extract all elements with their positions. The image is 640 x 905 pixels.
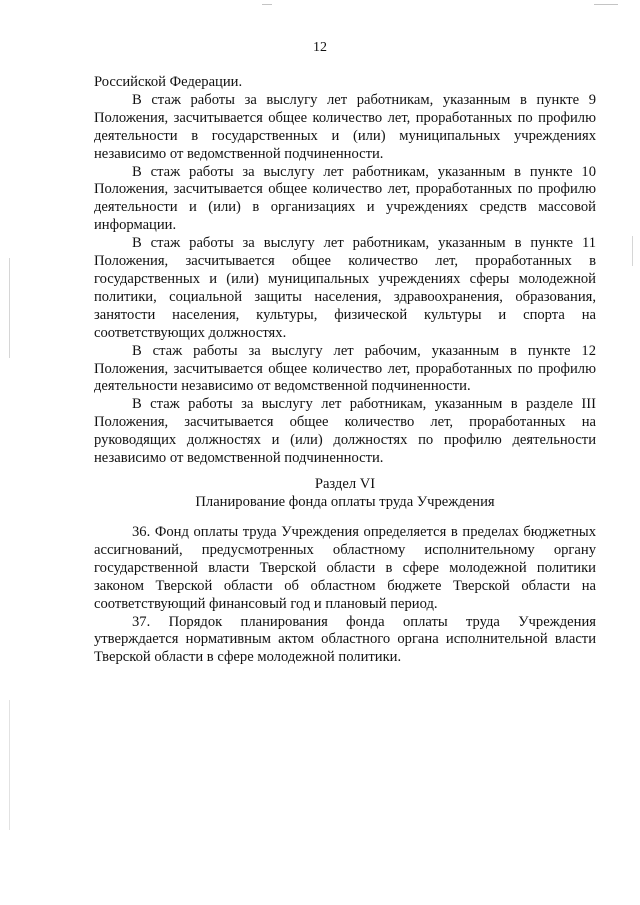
section-number: Раздел VI xyxy=(314,476,376,492)
scan-edge-mark-top-right xyxy=(594,4,618,5)
section-heading xyxy=(94,475,596,511)
scan-edge-mark-left xyxy=(9,258,10,358)
paragraph-item-9: В стаж работы за выслугу лет работникам, указанным в пункте 9 Положения, засчитывается общее количество лет, проработанных по профилю деятельности в государственных и (или) муниципальных учреждениях независимо от ведомственной подчиненности. xyxy=(94,91,596,162)
paragraph-item-11: В стаж работы за выслугу лет работникам, указанным в пункте 11 Положения, засчитывается общее количество лет, проработанных в государственных и (или) муниципальных учреждениях сферы молодежной политики, социальной защиты населения, здравоохранения, образования, занятости населения, культуры, физической культуры и спорта на соответствующих должностях. xyxy=(94,235,596,341)
paragraph-item-10: В стаж работы за выслугу лет работникам, указанным в пункте 10 Положения, засчитывается общее количество лет, проработанных по профилю деятельности и (или) в организациях и учреждениях средств массовой информации. xyxy=(94,163,596,234)
clause-37: 37. Порядок планирования фонда оплаты труда Учреждения утверждается нормативным актом областного органа исполнительной власти Тверской области в сфере молодежной политики. xyxy=(94,613,596,666)
scan-edge-mark-top xyxy=(262,4,272,5)
section-title: Планирование фонда оплаты труда Учреждения xyxy=(195,494,495,510)
paragraph-section-3: В стаж работы за выслугу лет работникам, указанным в разделе III Положения, засчитывается общее количество лет, проработанных на руководящих должностях и (или) должностях по профилю деятельности независимо от ведомственной подчиненности. xyxy=(94,396,596,467)
body-text xyxy=(94,74,596,468)
intro-line: Российской Федерации. xyxy=(94,74,243,90)
clause-36: 36. Фонд оплаты труда Учреждения определяется в пределах бюджетных ассигнований, предусмотренных областному исполнительному органу государственной власти Тверской области в сфере молодежной политики законом Тверской области об областном бюджете Тверской области на соответствующий финансовый год и плановый период. xyxy=(94,524,596,612)
scan-edge-mark-right xyxy=(632,236,633,266)
scan-edge-mark-left-lower xyxy=(9,700,10,830)
page-number: 12 xyxy=(313,40,327,55)
clauses xyxy=(94,524,596,667)
paragraph-item-12: В стаж работы за выслугу лет рабочим, указанным в пункте 12 Положения, засчитывается общее количество лет, проработанных по профилю деятельности независимо от ведомственной подчиненности. xyxy=(94,342,596,395)
